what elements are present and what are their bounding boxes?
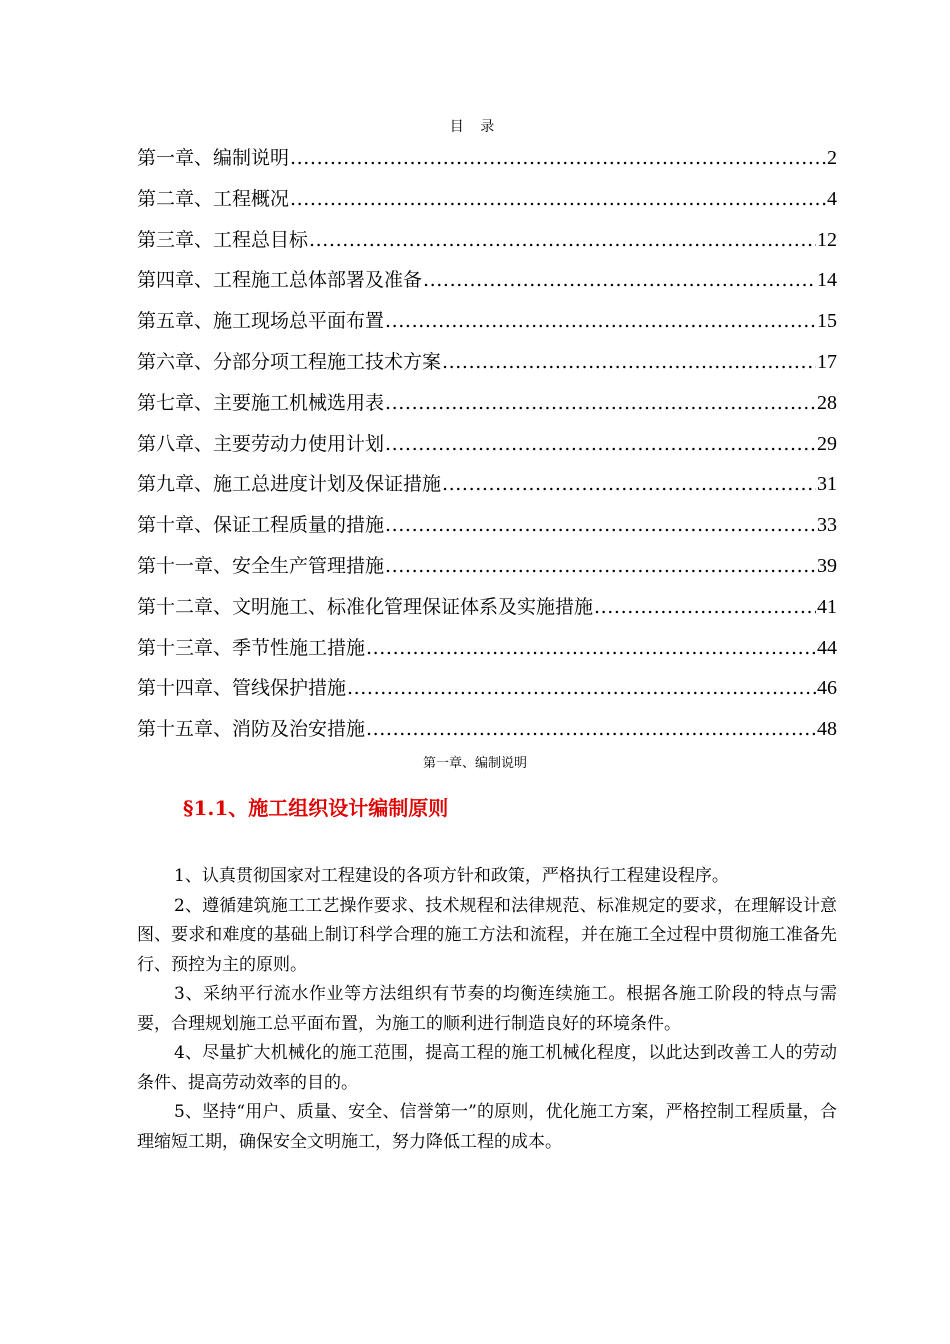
toc-page-number: 33 (817, 514, 837, 537)
toc-entry[interactable] (137, 587, 837, 628)
toc-entry[interactable] (137, 179, 837, 220)
toc-page-number: 39 (817, 554, 837, 577)
toc-leader-dots (290, 179, 826, 220)
toc-entry[interactable] (137, 301, 837, 342)
toc-page-number: 14 (817, 269, 837, 292)
table-of-contents (137, 138, 837, 750)
toc-entry-label: 第十章、保证工程质量的措施 (137, 514, 385, 537)
toc-entry-label: 第十二章、文明施工、标准化管理保证体系及实施措施 (137, 595, 594, 618)
toc-entry[interactable] (137, 505, 837, 546)
toc-page-number: 28 (817, 391, 837, 414)
toc-entry-label: 第十一章、安全生产管理措施 (137, 554, 385, 577)
toc-page-number: 17 (817, 350, 837, 373)
toc-page-number: 48 (817, 718, 837, 741)
toc-page-number: 2 (827, 147, 837, 169)
toc-entry-label: 第四章、工程施工总体部署及准备 (137, 269, 423, 292)
toc-entry[interactable] (137, 628, 837, 669)
toc-entry[interactable] (137, 546, 837, 587)
toc-entry-label: 第三章、工程总目标 (137, 228, 309, 251)
toc-page-number: 29 (817, 432, 837, 455)
toc-leader-dots (423, 260, 816, 301)
toc-leader-dots (442, 464, 816, 505)
toc-page-number: 12 (817, 228, 837, 251)
toc-leader-dots (594, 587, 816, 628)
toc-leader-dots (366, 628, 816, 669)
toc-leader-dots (385, 546, 816, 587)
toc-entry-label: 第六章、分部分项工程施工技术方案 (137, 350, 442, 373)
toc-entry-label: 第八章、主要劳动力使用计划 (137, 432, 385, 455)
toc-entry-label: 第七章、主要施工机械选用表 (137, 391, 385, 414)
toc-entry-label: 第五章、施工现场总平面布置 (137, 310, 385, 333)
toc-leader-dots (347, 668, 816, 709)
toc-page-number: 44 (817, 636, 837, 659)
toc-entry-label: 第十四章、管线保护措施 (137, 677, 347, 700)
toc-leader-dots (385, 505, 816, 546)
toc-entry[interactable] (137, 260, 837, 301)
toc-entry-label: 第九章、施工总进度计划及保证措施 (137, 473, 442, 496)
toc-entry[interactable] (137, 668, 837, 709)
toc-entry-label: 第十五章、消防及治安措施 (137, 718, 366, 741)
paragraph: 4、尽量扩大机械化的施工范围，提高工程的施工机械化程度，以此达到改善工人的劳动条件、提高劳动效率的目的。 (137, 1043, 837, 1093)
toc-page-number: 41 (817, 595, 837, 618)
toc-entry[interactable] (137, 138, 837, 179)
toc-leader-dots (385, 301, 816, 342)
toc-leader-dots (366, 709, 816, 750)
section-heading: §1.1、施工组织设计编制原则 (183, 796, 449, 820)
paragraph: 5、坚持“用户、质量、安全、信誉第一”的原则，优化施工方案，严格控制工程质量，合理缩短工期，确保安全文明施工，努力降低工程的成本。 (137, 1102, 837, 1152)
toc-page-number: 31 (817, 473, 837, 496)
toc-entry[interactable] (137, 383, 837, 424)
toc-leader-dots (385, 424, 816, 465)
toc-entry-label: 第二章、工程概况 (137, 187, 290, 210)
chapter-heading: 第一章、编制说明 (422, 756, 527, 771)
toc-page-number: 46 (817, 677, 837, 700)
toc-title: 目 录 (449, 119, 501, 135)
toc-entry-label: 第一章、编制说明 (137, 147, 290, 169)
toc-leader-dots (385, 383, 816, 424)
toc-entry[interactable] (137, 342, 837, 383)
toc-entry[interactable] (137, 220, 837, 261)
toc-leader-dots (309, 220, 816, 261)
toc-entry[interactable] (137, 709, 837, 750)
toc-entry-label: 第十三章、季节性施工措施 (137, 636, 366, 659)
toc-entry[interactable] (137, 424, 837, 465)
toc-leader-dots (290, 138, 826, 179)
paragraph: 2、遵循建筑施工工艺操作要求、技术规程和法律规范、标准规定的要求，在理解设计意图、要求和难度的基础上制订科学合理的施工方法和流程，并在施工全过程中贯彻施工准备先行、预控为主的原则。 (137, 895, 837, 975)
toc-page-number: 15 (817, 310, 837, 333)
toc-page-number: 4 (827, 187, 837, 210)
toc-leader-dots (442, 342, 816, 383)
paragraph: 3、采纳平行流水作业等方法组织有节奏的均衡连续施工。根据各施工阶段的特点与需要，合理规划施工总平面布置，为施工的顺利进行制造良好的环境条件。 (137, 984, 837, 1034)
paragraph: 1、认真贯彻国家对工程建设的各项方针和政策，严格执行工程建设程序。 (174, 866, 729, 886)
body-text (137, 862, 837, 1157)
toc-entry[interactable] (137, 464, 837, 505)
